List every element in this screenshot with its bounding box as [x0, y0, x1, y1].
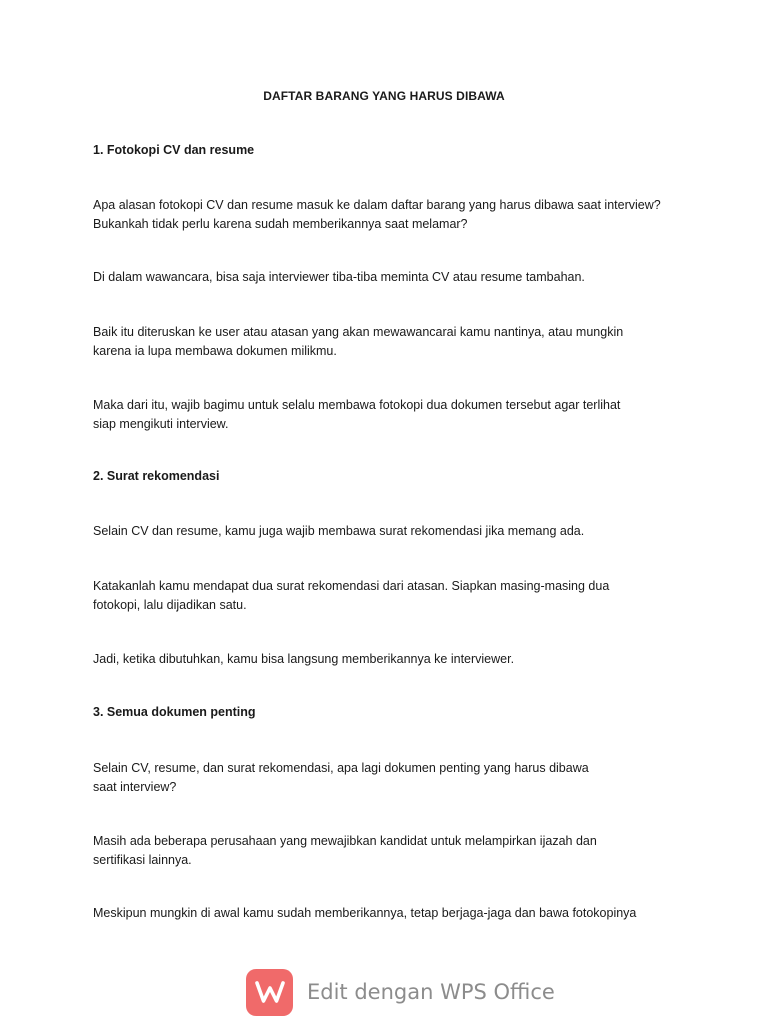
document-title: DAFTAR BARANG YANG HARUS DIBAWA	[263, 89, 505, 103]
paragraph-line: Maka dari itu, wajib bagimu untuk selalu membawa fotokopi dua dokumen tersebut agar terlihat	[93, 398, 621, 412]
paragraph-line: Baik itu diteruskan ke user atau atasan yang akan mewawancarai kamu nantinya, atau mungkin	[93, 325, 624, 339]
paragraph-line: Bukankah tidak perlu karena sudah memberikannya saat melamar?	[93, 217, 468, 231]
paragraph	[93, 759, 703, 797]
paragraph	[93, 522, 703, 541]
paragraph-line: Apa alasan fotokopi CV dan resume masuk ke dalam daftar barang yang harus dibawa saat interview?	[93, 198, 661, 212]
edit-with-wps-button[interactable]	[246, 968, 555, 1016]
wps-office-logo-icon	[246, 969, 293, 1016]
edit-with-wps-label: Edit dengan WPS Office	[307, 980, 555, 1004]
paragraph-line: Jadi, ketika dibutuhkan, kamu bisa langsung memberikannya ke interviewer.	[93, 652, 515, 666]
paragraph	[93, 323, 703, 361]
paragraph-line: fotokopi, lalu dijadikan satu.	[93, 598, 247, 612]
section-heading-3: 3. Semua dokumen penting	[93, 705, 256, 719]
paragraph-line: Masih ada beberapa perusahaan yang mewajibkan kandidat untuk melampirkan ijazah dan	[93, 834, 597, 848]
paragraph	[93, 904, 703, 923]
paragraph	[93, 832, 703, 870]
paragraph	[93, 396, 703, 434]
paragraph-line: Di dalam wawancara, bisa saja interviewer tiba-tiba meminta CV atau resume tambahan.	[93, 270, 585, 284]
paragraph	[93, 196, 703, 234]
paragraph	[93, 577, 703, 615]
paragraph-line: Selain CV, resume, dan surat rekomendasi, apa lagi dokumen penting yang harus dibawa	[93, 761, 589, 775]
section-heading-1: 1. Fotokopi CV dan resume	[93, 143, 255, 157]
paragraph-line: saat interview?	[93, 780, 177, 794]
paragraph-line: sertifikasi lainnya.	[93, 853, 192, 867]
paragraph-line: Selain CV dan resume, kamu juga wajib membawa surat rekomendasi jika memang ada.	[93, 524, 585, 538]
paragraph	[93, 650, 703, 669]
paragraph-line: Katakanlah kamu mendapat dua surat rekomendasi dari atasan. Siapkan masing-masing dua	[93, 579, 610, 593]
paragraph	[93, 268, 703, 287]
paragraph-line: Meskipun mungkin di awal kamu sudah memberikannya, tetap berjaga-jaga dan bawa fotokopinya	[93, 906, 637, 920]
paragraph-line: siap mengikuti interview.	[93, 417, 229, 431]
paragraph-line: karena ia lupa membawa dokumen milikmu.	[93, 344, 337, 358]
section-heading-2: 2. Surat rekomendasi	[93, 469, 220, 483]
